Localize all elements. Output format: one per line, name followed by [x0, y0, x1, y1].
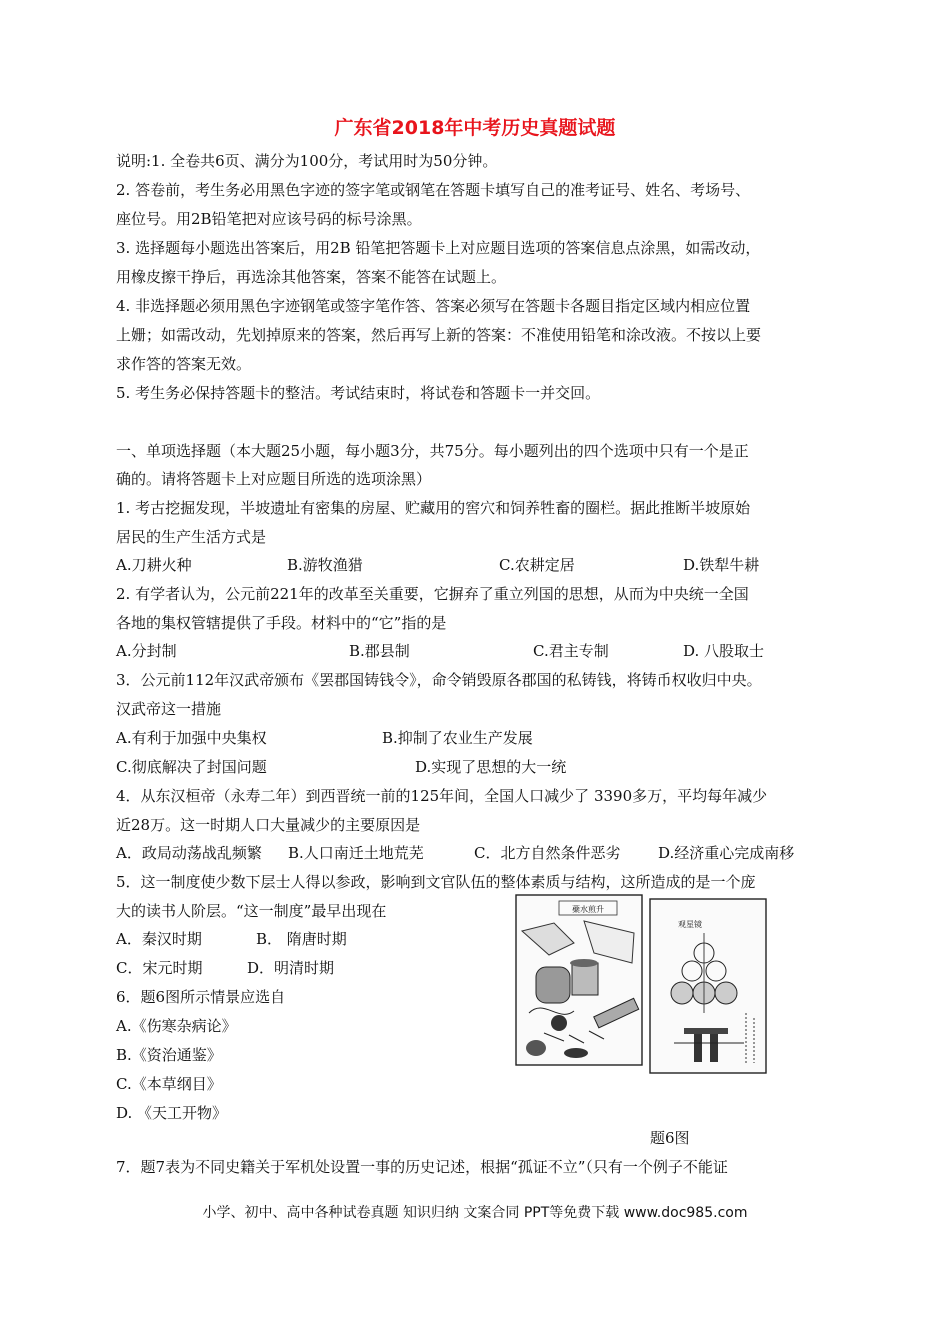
instruction-line: 2. 答卷前，考生务必用黑色字迹的签字笔或钢笔在答题卡填写自己的准考证号、姓名、考场号、 [116, 181, 751, 199]
question-stem: 3．公元前112年汉武帝颁布《罢郡国铸钱令》，命令销毁原各郡国的私铸钱，将铸币权收归中央。 [116, 671, 762, 689]
option-d: D．明清时期 [247, 959, 335, 977]
option-b: B.郡县制 [349, 642, 410, 660]
option-d: D.经济重心完成南移 [658, 844, 795, 862]
option-d: D.铁犁牛耕 [683, 556, 760, 574]
section-heading-line: 一、单项选择题（本大题25小题，每小题3分，共75分。每小题列出的四个选项中只有一个是正 [116, 442, 749, 460]
instruction-line: 座位号。用2B铅笔把对应该号码的标号涂黑。 [116, 210, 422, 228]
figure-right-label: 观星镜 [678, 920, 702, 929]
page-footer: 小学、初中、高中各种试卷真题 知识归纳 文案合同 PPT等免费下载 www.doc985.com [202, 1205, 748, 1221]
question-stem: 汉武帝这一措施 [116, 700, 222, 718]
option-b: B.游牧渔猎 [287, 556, 363, 574]
question-stem: 大的读书人阶层。“这一制度”最早出现在 [116, 902, 387, 920]
question-stem: 6．题6图所示情景应选自 [116, 988, 286, 1006]
figure-caption: 题6图 [650, 1129, 690, 1147]
instruction-line: 3. 选择题每小题选出答案后，用2B 铅笔把答题卡上对应题目选项的答案信息点涂黑，如需改动， [116, 239, 761, 257]
question-stem: 4．从东汉桓帝（永寿二年）到西晋统一前的125年间，全国人口减少了 3390多万，平均每年减少 [116, 787, 768, 805]
figure-left-panel [516, 895, 642, 1065]
option-d: D. 《天工开物》 [116, 1104, 228, 1122]
instruction-line: 用橡皮擦干挣后，再选涂其他答案，答案不能答在试题上。 [116, 268, 507, 286]
option-a: A.刀耕火种 [116, 556, 192, 574]
option-b: B.人口南迁土地荒芜 [288, 844, 424, 862]
option-a: A．秦汉时期 [116, 930, 202, 948]
question-stem: 1. 考古挖掘发现，半坡遗址有密集的房屋、贮藏用的窖穴和饲养牲畜的圈栏。据此推断半坡原始 [116, 499, 751, 517]
instruction-line: 说明:1. 全卷共6页、满分为100分，考试用时为50分钟。 [116, 152, 498, 170]
option-d: D. 八股取士 [683, 642, 765, 660]
question-stem: 2. 有学者认为，公元前221年的改革至关重要，它摒弃了重立列国的思想，从而为中央统一全国 [116, 585, 749, 603]
question-stem: 各地的集权管辖提供了手段。材料中的“它”指的是 [116, 614, 447, 632]
instruction-line: 4. 非选择题必须用黑色字迹钢笔或签字笔作答、答案必须写在答题卡各题目指定区域内相应位置 [116, 297, 751, 315]
option-d: D.实现了思想的大一统 [415, 758, 567, 776]
option-a: A．政局动荡战乱频繁 [116, 844, 262, 862]
figure-right-panel [650, 899, 766, 1073]
question-stem: 居民的生产生活方式是 [116, 528, 267, 546]
option-b: B.《资治通鉴》 [116, 1046, 222, 1064]
question-7-stem: 7．题7表为不同史籍关于军机处设置一事的历史记述，根据“孤证不立”（只有一个例子不能证 [116, 1158, 728, 1176]
exam-title: 广东省2018年中考历史真题试题 [334, 117, 616, 139]
option-c: C.彻底解决了封国问题 [116, 758, 267, 776]
option-a: A.分封制 [116, 642, 177, 660]
option-c: C.农耕定居 [499, 556, 575, 574]
option-b: B． 隋唐时期 [256, 930, 347, 948]
instruction-line: 5. 考生务必保持答题卡的整洁。考试结束时，将试卷和答题卡一并交回。 [116, 384, 601, 402]
section-heading-line: 确的。请将答题卡上对应题目所选的选项涂黑） [116, 470, 432, 488]
figure-left-label: 蘗水煎升 [572, 905, 604, 914]
question-stem: 近28万。这一时期人口大量减少的主要原因是 [116, 816, 421, 834]
instruction-line: 上姗；如需改动，先划掉原来的答案，然后再写上新的答案：不准使用铅笔和涂改液。不按以上要 [116, 326, 762, 344]
option-a: A.《伤寒杂病论》 [116, 1017, 237, 1035]
option-c: C.君主专制 [533, 642, 609, 660]
question-stem: 5．这一制度使少数下层士人得以参政，影响到文官队伍的整体素质与结构，这所造成的是一个庞 [116, 873, 756, 891]
option-c: C.《本草纲目》 [116, 1075, 222, 1093]
option-b: B.抑制了农业生产发展 [382, 729, 533, 747]
instruction-line: 求作答的答案无效。 [116, 355, 252, 373]
figure-6-illustration [514, 893, 770, 1078]
option-a: A.有利于加强中央集权 [116, 729, 267, 747]
option-c: C．北方自然条件恶劣 [474, 844, 621, 862]
option-c: C．宋元时期 [116, 959, 203, 977]
